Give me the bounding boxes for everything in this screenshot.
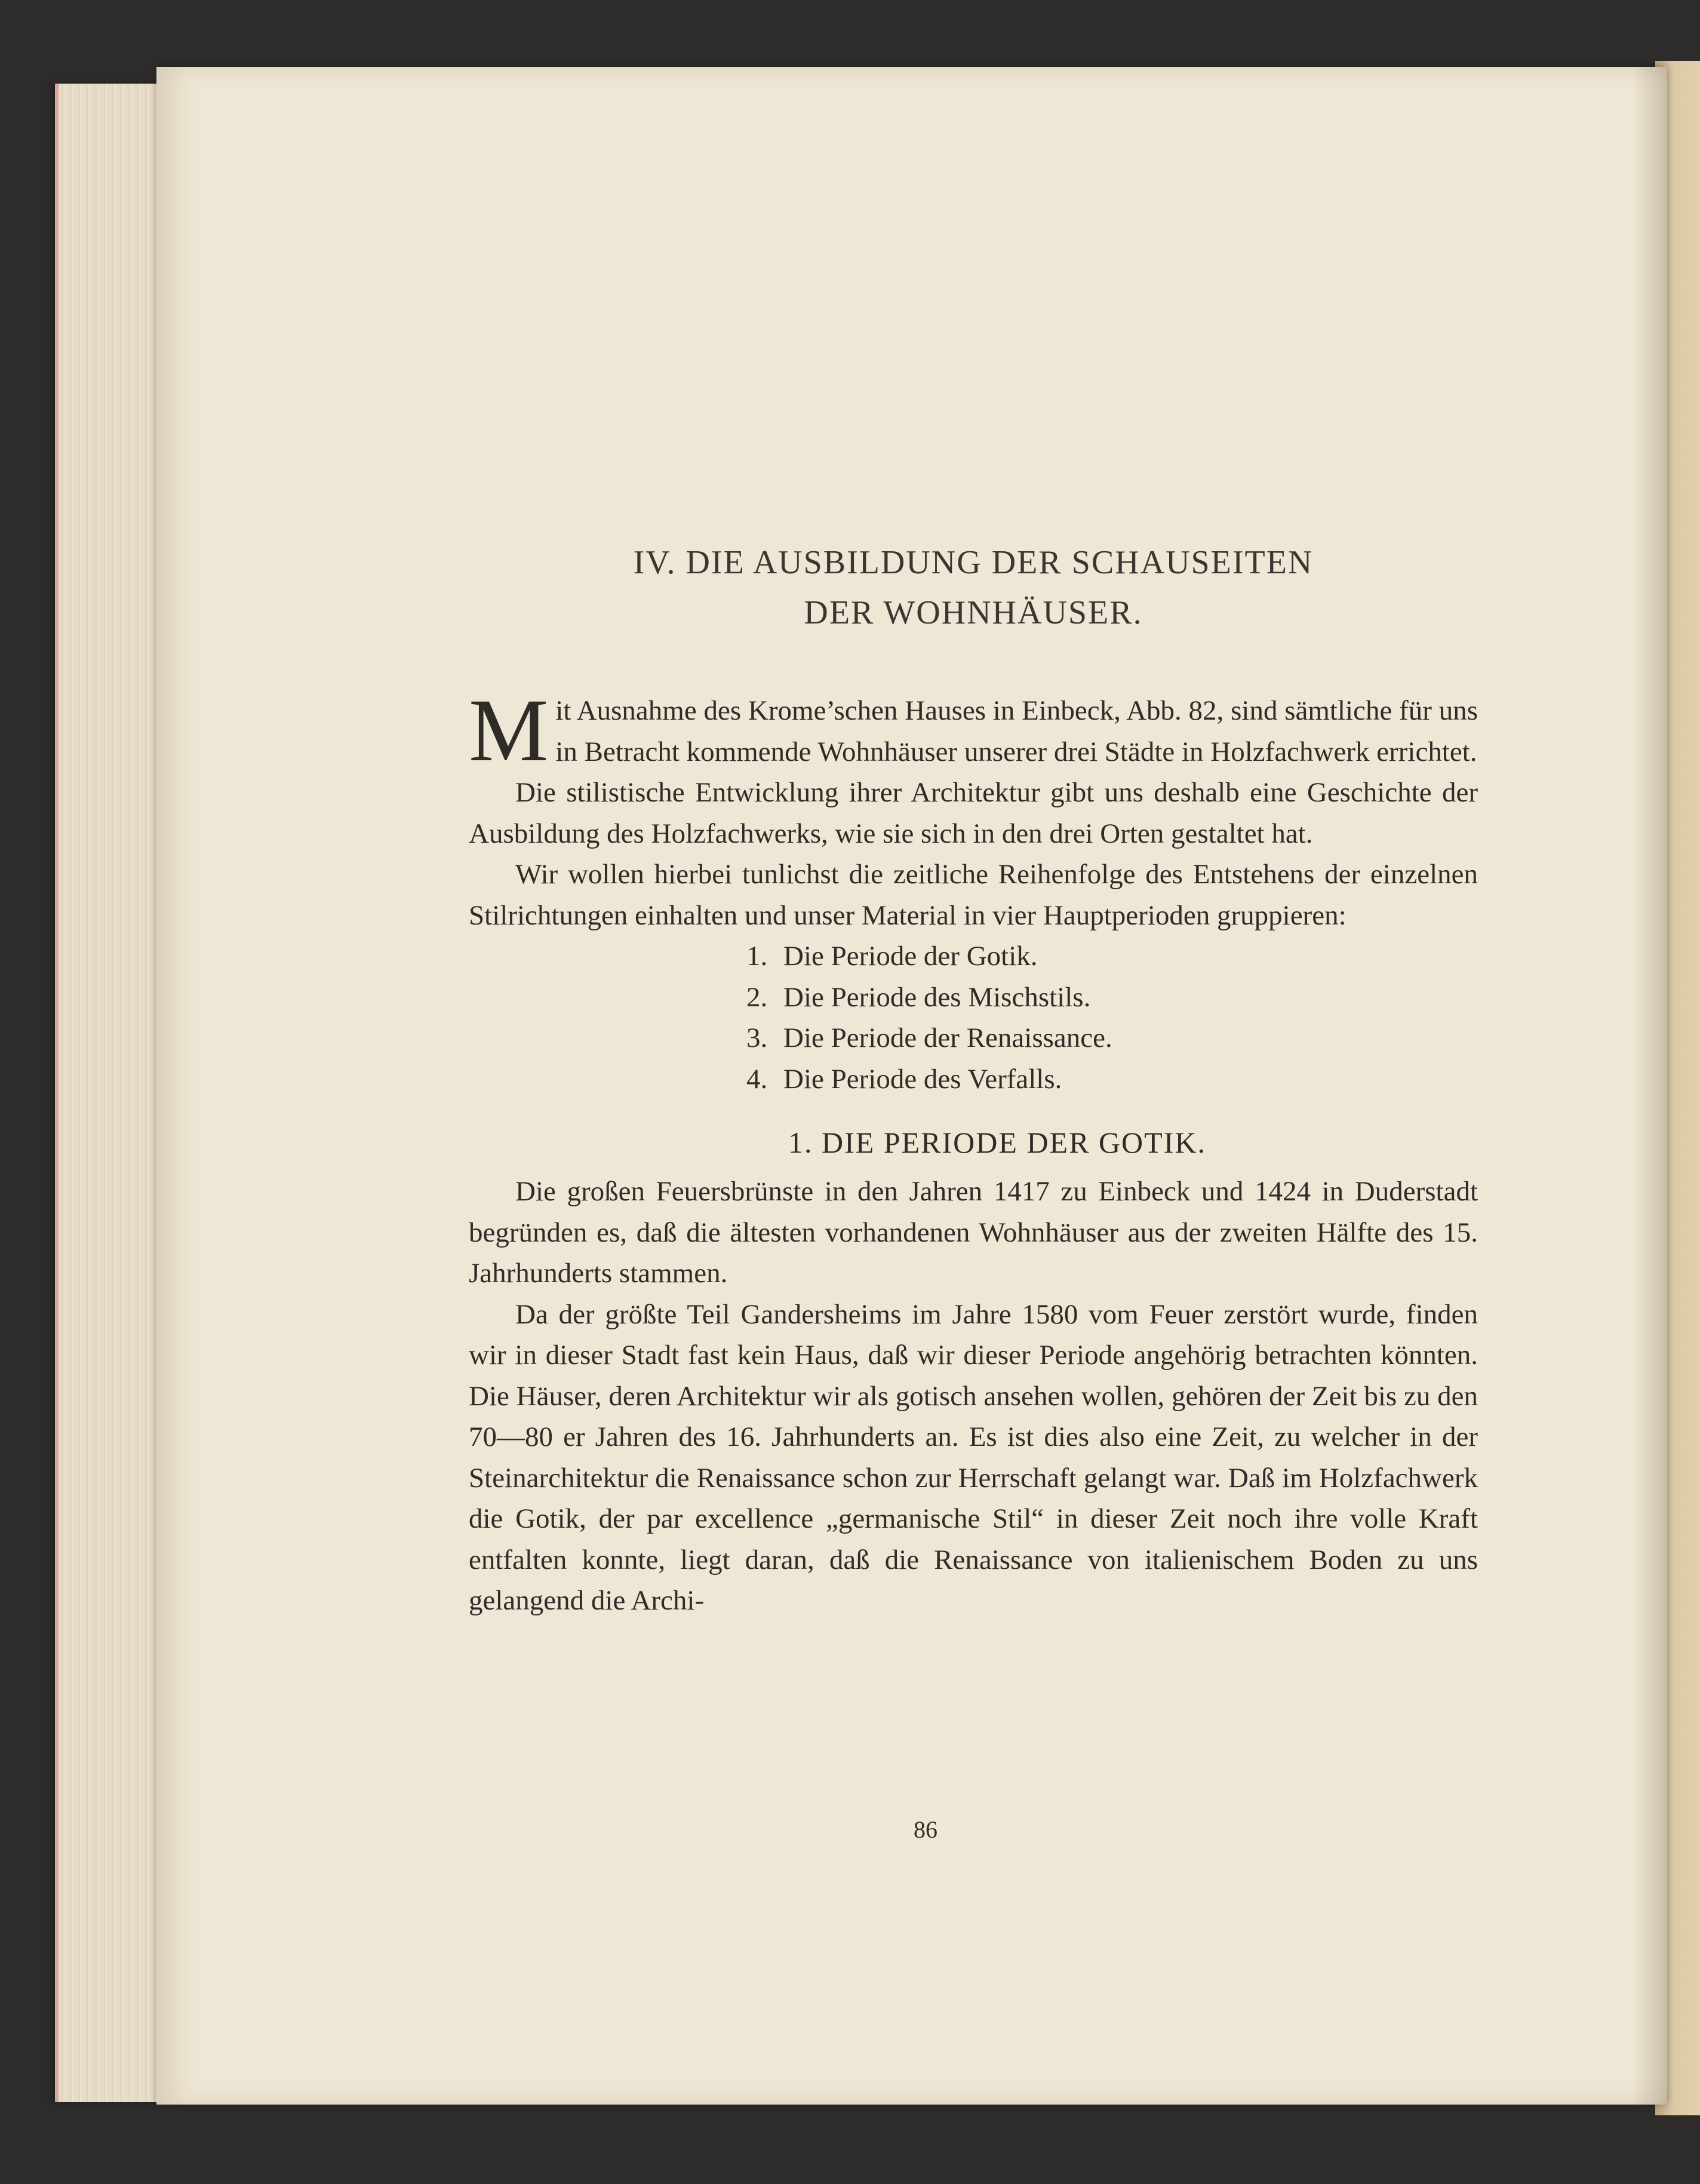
chapter-title: [469, 537, 1478, 638]
period-text: Die Periode der Renaissance.: [783, 1022, 1112, 1053]
section-paragraph-1: Die großen Feuersbrünste in den Jahren 1417 zu Einbeck und 1424 in Duderstadt begründen es, daß die ältesten vorhandenen Wohnhäuser aus der zweiten Hälfte des 15. Jahrhunderts stammen.: [469, 1176, 1478, 1289]
drop-cap: M: [469, 681, 549, 780]
period-number: 4.: [746, 1063, 768, 1095]
intro-paragraph-1: [469, 681, 1478, 780]
period-number: 2.: [746, 981, 768, 1013]
intro-paragraph-1-text: it Ausnahme des Krome’schen Hauses in Einbeck, Abb. 82, sind sämtliche für uns in Betracht kommende Wohnhäuser unserer drei Städte in Holzfachwerk errichtet.: [555, 695, 1478, 767]
page-text-block: [469, 537, 1478, 1621]
chapter-title-line-1: IV. DIE AUSBILDUNG DER SCHAUSEITEN: [633, 544, 1314, 581]
period-number: 1.: [746, 941, 768, 972]
period-text: Die Periode der Gotik.: [783, 941, 1038, 972]
page-number: 86: [914, 1816, 937, 1843]
period-text: Die Periode des Verfalls.: [783, 1063, 1062, 1095]
section-paragraph-2: Da der größte Teil Gandersheims im Jahre 1580 vom Feuer zerstört wurde, finden wir in dieser Stadt fast kein Haus, daß wir dieser Periode angehörig betrachten könnten. Die Häuser, deren Architektur wir als gotisch ansehen wollen, gehören der Zeit bis zu den 70—80 er Jahren des 16. Jahrhunderts an. Es ist dies also eine Zeit, zu welcher in der Steinarchitektur die Renaissance schon zur Herrschaft gelangt war. Daß im Holzfachwerk die Gotik, der par excellence „germanische Stil“ in dieser Zeit noch ihre volle Kraft entfalten konnte, liegt daran, daß die Renaissance von italienischem Boden zu uns gelangend die Archi-: [469, 1298, 1478, 1616]
period-list-item: [746, 977, 1478, 1018]
section-title: 1. DIE PERIODE DER GOTIK.: [788, 1126, 1206, 1159]
period-text: Die Periode des Mischstils.: [783, 981, 1091, 1013]
period-number: 3.: [746, 1022, 768, 1053]
period-list-item: [746, 936, 1478, 977]
intro-paragraph-3: Wir wollen hierbei tunlichst die zeitliche Reihenfolge des Entstehens der einzelnen Stilrichtungen einhalten und unser Material in vier Hauptperioden gruppieren:: [469, 859, 1478, 931]
intro-paragraph-2: Die stilistische Entwicklung ihrer Architektur gibt uns deshalb eine Geschichte der Ausbildung des Holzfachwerks, wie sie sich in den drei Orten gestaltet hat.: [469, 777, 1478, 849]
period-list: [469, 936, 1478, 1099]
gutter-shadow: [1631, 67, 1667, 2105]
period-list-item: [746, 1059, 1478, 1100]
period-list-item: [746, 1018, 1478, 1059]
chapter-title-line-2: DER WOHNHÄUSER.: [804, 594, 1143, 631]
